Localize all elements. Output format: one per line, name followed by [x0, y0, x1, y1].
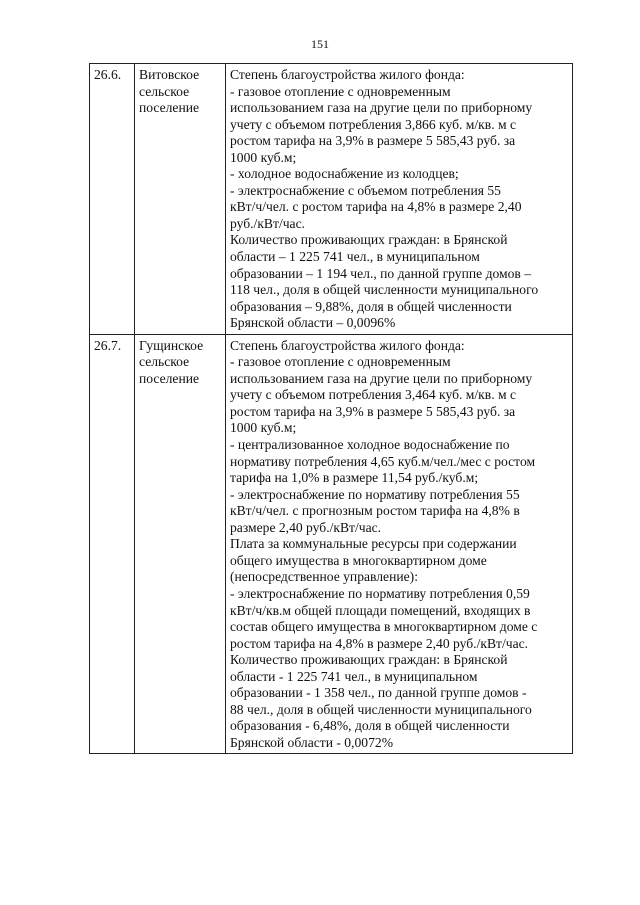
table-row	[90, 64, 573, 335]
description-line: - электроснабжение по нормативу потребления 55	[230, 486, 520, 502]
description-line: - электроснабжение по нормативу потребления 0,59	[230, 585, 530, 601]
description-line: учету с объемом потребления 3,866 куб. м/кв. м с	[230, 116, 517, 132]
description-line: 1000 куб.м;	[230, 149, 297, 165]
description-line: - газовое отопление с одновременным	[230, 354, 451, 370]
description-line: ростом тарифа на 3,9% в размере 5 585,43 руб. за	[230, 133, 516, 149]
description-line: образовании – 1 194 чел., по данной группе домов –	[230, 265, 532, 281]
description-line: области – 1 225 741 чел., в муниципальном	[230, 249, 480, 265]
description-line: образования - 6,48%, доля в общей численности	[230, 718, 510, 734]
description-line: размере 2,40 руб./кВт/час.	[230, 519, 382, 535]
description-line: общего имущества в многоквартирном доме	[230, 552, 487, 568]
description-line: использованием газа на другие цели по приборному	[230, 100, 533, 116]
description-line: ростом тарифа на 3,9% в размере 5 585,43 руб. за	[230, 403, 516, 419]
description-line: кВт/ч/чел. с прогнозным ростом тарифа на 4,8% в	[230, 503, 520, 519]
description-line: Плата за коммунальные ресурсы при содержании	[230, 536, 517, 552]
settlement-name	[135, 64, 226, 335]
description-line: образования – 9,88%, доля в общей численности	[230, 298, 512, 314]
settlement-name	[135, 334, 226, 754]
table-row	[90, 334, 573, 754]
settlement-name-line: поселение	[139, 100, 200, 116]
description-line: образовании - 1 358 чел., по данной группе домов -	[230, 685, 527, 701]
description-line: кВт/ч/чел. с ростом тарифа на 4,8% в размере 2,40	[230, 199, 522, 215]
description-line: учету с объемом потребления 3,464 куб. м/кв. м с	[230, 387, 517, 403]
housing-description	[226, 64, 573, 335]
description-line: тарифа на 1,0% в размере 11,54 руб./куб.м;	[230, 470, 479, 486]
description-line: Количество проживающих граждан: в Брянской	[230, 652, 508, 668]
description-line: использованием газа на другие цели по приборному	[230, 370, 533, 386]
description-line: кВт/ч/кв.м общей площади помещений, входящих в	[230, 602, 531, 618]
description-line: Количество проживающих граждан: в Брянской	[230, 232, 508, 248]
settlement-name-line: Гущинское	[139, 337, 204, 353]
description-line: - газовое отопление с одновременным	[230, 83, 451, 99]
settlement-name-line: поселение	[139, 370, 200, 386]
settlement-name-line: сельское	[139, 354, 190, 370]
page-number: 151	[311, 37, 329, 51]
description-line: области - 1 225 741 чел., в муниципальном	[230, 668, 478, 684]
housing-description	[226, 334, 573, 754]
description-line: - электроснабжение с объемом потребления 55	[230, 182, 501, 198]
settlement-name-line: сельское	[139, 83, 190, 99]
description-line: нормативу потребления 4,65 куб.м/чел./мес с ростом	[230, 453, 536, 469]
description-line: 88 чел., доля в общей численности муниципального	[230, 701, 532, 717]
description-line: (непосредственное управление):	[230, 569, 418, 585]
row-number: 26.7.	[90, 334, 135, 754]
description-line: Степень благоустройства жилого фонда:	[230, 67, 465, 82]
description-line: Брянской области – 0,0096%	[230, 315, 396, 331]
table-body	[90, 64, 573, 754]
description-line: 1000 куб.м;	[230, 420, 297, 436]
settlements-table	[89, 63, 573, 754]
description-line: состав общего имущества в многоквартирном доме с	[230, 619, 538, 635]
description-line: 118 чел., доля в общей численности муниципального	[230, 282, 539, 298]
description-line: - централизованное холодное водоснабжение по	[230, 437, 510, 453]
description-line: руб./кВт/час.	[230, 215, 306, 231]
description-line: Брянской области - 0,0072%	[230, 734, 394, 750]
description-line: Степень благоустройства жилого фонда:	[230, 337, 465, 353]
settlement-name-line: Витовское	[139, 67, 200, 82]
row-number: 26.6.	[90, 64, 135, 335]
description-line: ростом тарифа на 4,8% в размере 2,40 руб./кВт/час.	[230, 635, 529, 651]
description-line: - холодное водоснабжение из колодцев;	[230, 166, 459, 182]
